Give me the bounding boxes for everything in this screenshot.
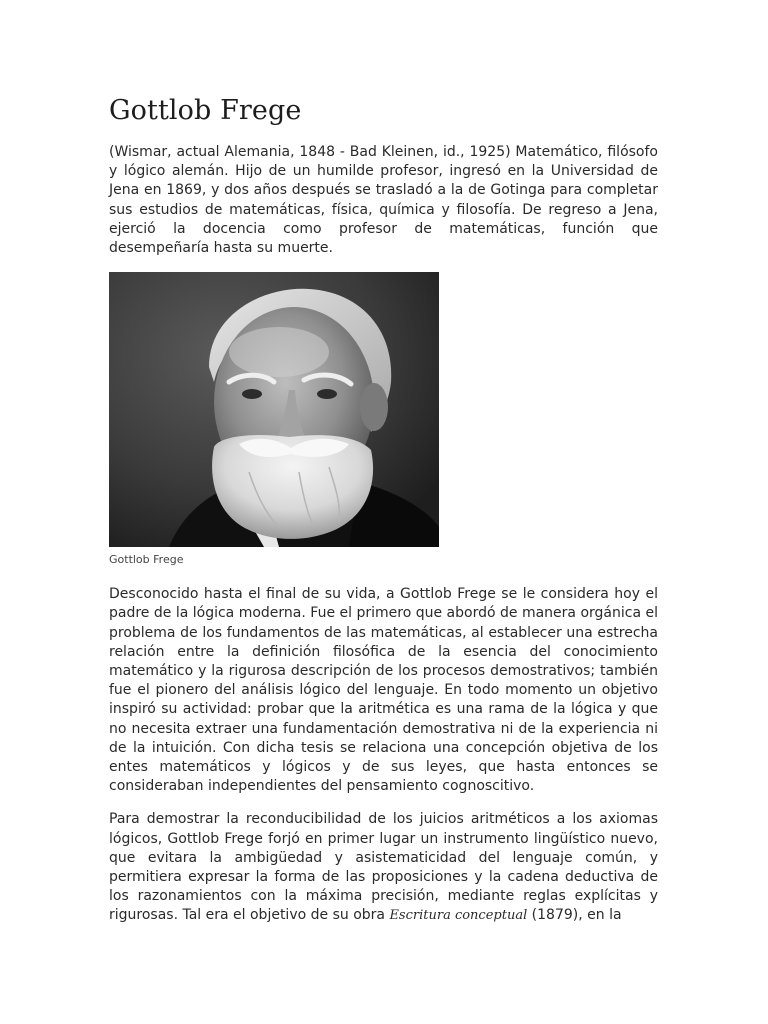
intro-paragraph: (Wismar, actual Alemania, 1848 - Bad Kleinen, id., 1925) Matemático, filósofo y lógico alemán. Hijo de un humilde profesor, ingresó en la Universidad de Jena en 1869, y dos años después se trasladó a la de Gotinga para completar sus estudios de matemáticas, física, química y filosofía. De regreso a Jena, ejerció la docencia como profesor de matemáticas, función que desempeñaría hasta su muerte. — [109, 144, 658, 257]
article — [109, 92, 658, 926]
paragraph-3-end: (1879), en la — [527, 907, 622, 924]
paragraph-3-start: Para demostrar la reconducibilidad de los juicios aritméticos a los axiomas lógicos, Gottlob Frege forjó en primer lugar un instrumento lingüístico nuevo, que evitara la ambigüedad y asistematicidad del lenguaje común, y permitiera expresar la forma de las proposiciones y la cadena deductiva de los razonamientos con la máxima precisión, mediante reglas explícitas y rigurosas. Tal era el objetivo de su obra — [109, 811, 658, 924]
work-title: Escritura conceptual — [389, 908, 528, 924]
portrait-image — [109, 272, 439, 547]
paragraph-3 — [109, 810, 658, 925]
image-caption: Gottlob Frege — [109, 553, 184, 567]
page-title: Gottlob Frege — [109, 95, 302, 126]
paragraph-2: Desconocido hasta el final de su vida, a Gottlob Frege se le considera hoy el padre de la lógica moderna. Fue el primero que abordó de manera orgánica el problema de los fundamentos de las matemáticas, al establecer una estrecha relación entre la definición filosófica de la esencia del conocimiento matemático y la rigurosa descripción de los procesos demostrativos; también fue el pionero del análisis lógico del lenguaje. En todo momento un objetivo inspiró su actividad: probar que la aritmética es una rama de la lógica y que no necesita extraer una fundamentación demostrativa ni de la experiencia ni de la intuición. Con dicha tesis se relaciona una concepción objetiva de los entes matemáticos y lógicos y de sus leyes, que hasta entonces se consideraban independientes del pensamiento cognoscitivo. — [109, 586, 658, 795]
